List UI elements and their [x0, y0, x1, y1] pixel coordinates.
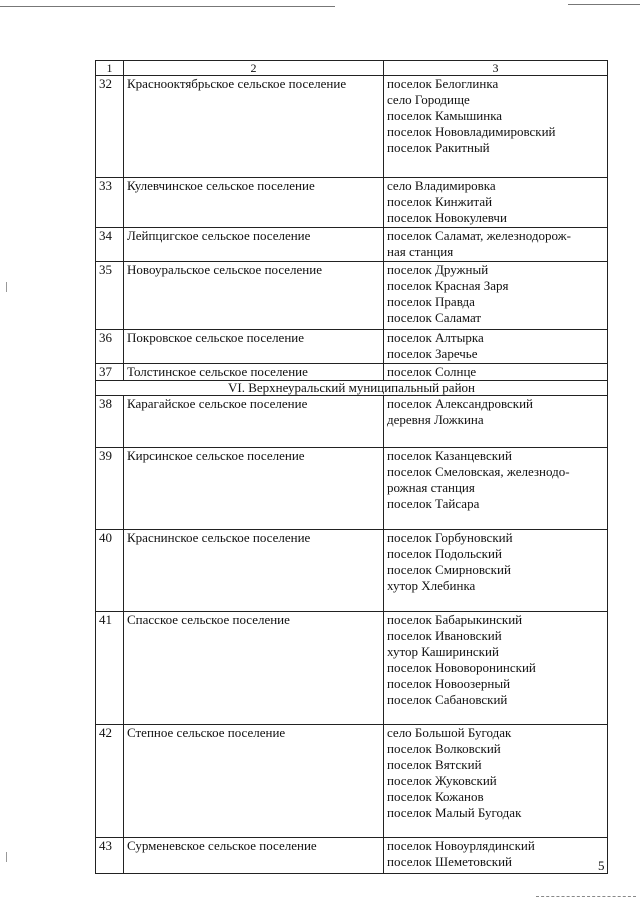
place-item: поселок Вятский [387, 757, 482, 772]
table-row [96, 178, 608, 228]
row-number: 40 [96, 530, 124, 612]
places-cell [384, 838, 608, 874]
settlement-name: Покровское сельское поселение [124, 330, 384, 364]
place-item: поселок Ивановский [387, 628, 502, 643]
place-item: поселок Смеловская, железнодо- [387, 464, 570, 479]
row-number: 34 [96, 228, 124, 262]
table-row [96, 612, 608, 725]
column-header-1: 1 [96, 61, 124, 76]
settlements-table [95, 60, 608, 874]
row-number: 38 [96, 396, 124, 448]
scan-artifact-line [568, 4, 640, 5]
place-item: поселок Жуковский [387, 773, 497, 788]
settlement-name: Лейпцигское сельское поселение [124, 228, 384, 262]
settlement-name: Сурменевское сельское поселение [124, 838, 384, 874]
places-cell [384, 76, 608, 178]
place-item: поселок Ракитный [387, 140, 490, 155]
place-item: поселок Красная Заря [387, 278, 509, 293]
settlement-name: Спасское сельское поселение [124, 612, 384, 725]
table-row [96, 396, 608, 448]
settlement-name: Кулевчинское сельское поселение [124, 178, 384, 228]
place-item: село Городище [387, 92, 470, 107]
settlement-name: Степное сельское поселение [124, 725, 384, 838]
place-item: ная станция [387, 244, 454, 259]
settlement-name: Кирсинское сельское поселение [124, 448, 384, 530]
table-row [96, 262, 608, 330]
scan-artifact-line [0, 6, 335, 7]
place-item: поселок Подольский [387, 546, 502, 561]
place-item: село Большой Бугодак [387, 725, 512, 740]
place-item: поселок Камышинка [387, 108, 503, 123]
place-item: поселок Шеметовский [387, 854, 512, 869]
place-item: поселок Бабарыкинский [387, 612, 523, 627]
place-item: поселок Сабановский [387, 692, 508, 707]
place-item: поселок Казанцевский [387, 448, 512, 463]
row-number: 32 [96, 76, 124, 178]
place-item: село Владимировка [387, 178, 496, 193]
place-item: поселок Солнце [387, 364, 477, 379]
place-item: поселок Правда [387, 294, 475, 309]
place-item: поселок Нововладимировский [387, 124, 556, 139]
place-item: поселок Дружный [387, 262, 489, 277]
table-row [96, 76, 608, 178]
place-item: поселок Нововоронинский [387, 660, 536, 675]
page-number: 5 [598, 858, 605, 873]
place-item: поселок Волковский [387, 741, 501, 756]
places-cell [384, 228, 608, 262]
places-cell [384, 330, 608, 364]
table-row [96, 530, 608, 612]
district-title: VI. Верхнеуральский муниципальный район [96, 381, 608, 396]
settlement-name: Краснооктябрьское сельское поселение [124, 76, 384, 178]
scan-artifact-dashes [536, 896, 636, 897]
place-item: поселок Новоозерный [387, 676, 511, 691]
settlement-name: Толстинское сельское поселение [124, 364, 384, 381]
place-item: деревня Ложкина [387, 412, 484, 427]
place-item: поселок Кинжитай [387, 194, 493, 209]
table-row [96, 364, 608, 381]
settlement-name: Карагайское сельское поселение [124, 396, 384, 448]
section-header-row [96, 381, 608, 396]
places-cell [384, 448, 608, 530]
row-number: 35 [96, 262, 124, 330]
row-number: 36 [96, 330, 124, 364]
table-row [96, 725, 608, 838]
column-header-3: 3 [384, 61, 608, 76]
table-row [96, 838, 608, 874]
place-item: поселок Кожанов [387, 789, 484, 804]
place-item: поселок Белоглинка [387, 76, 499, 91]
places-cell [384, 530, 608, 612]
places-cell [384, 612, 608, 725]
places-cell [384, 396, 608, 448]
place-item: поселок Новокулевчи [387, 210, 507, 225]
place-item: поселок Новоурлядинский [387, 838, 535, 853]
row-number: 42 [96, 725, 124, 838]
row-number: 33 [96, 178, 124, 228]
row-number: 39 [96, 448, 124, 530]
column-header-2: 2 [124, 61, 384, 76]
table-row [96, 330, 608, 364]
place-item: поселок Алтырка [387, 330, 484, 345]
place-item: поселок Саламат [387, 310, 482, 325]
scan-artifact-mark [6, 282, 7, 292]
table-row [96, 228, 608, 262]
place-item: поселок Александровский [387, 396, 534, 411]
place-item: поселок Малый Бугодак [387, 805, 522, 820]
place-item: поселок Горбуновский [387, 530, 513, 545]
place-item: хутор Хлебинка [387, 578, 476, 593]
place-item: поселок Заречье [387, 346, 478, 361]
table-header-row [96, 61, 608, 76]
scan-artifact-mark [6, 852, 7, 862]
places-cell [384, 364, 608, 381]
places-cell [384, 725, 608, 838]
place-item: поселок Смирновский [387, 562, 511, 577]
row-number: 37 [96, 364, 124, 381]
place-item: поселок Саламат, железнодорож- [387, 228, 571, 243]
place-item: поселок Тайсара [387, 496, 480, 511]
place-item: рожная станция [387, 480, 475, 495]
row-number: 41 [96, 612, 124, 725]
row-number: 43 [96, 838, 124, 874]
settlement-name: Новоуральское сельское поселение [124, 262, 384, 330]
places-cell [384, 178, 608, 228]
place-item: хутор Каширинский [387, 644, 499, 659]
table-row [96, 448, 608, 530]
settlement-name: Краснинское сельское поселение [124, 530, 384, 612]
places-cell [384, 262, 608, 330]
